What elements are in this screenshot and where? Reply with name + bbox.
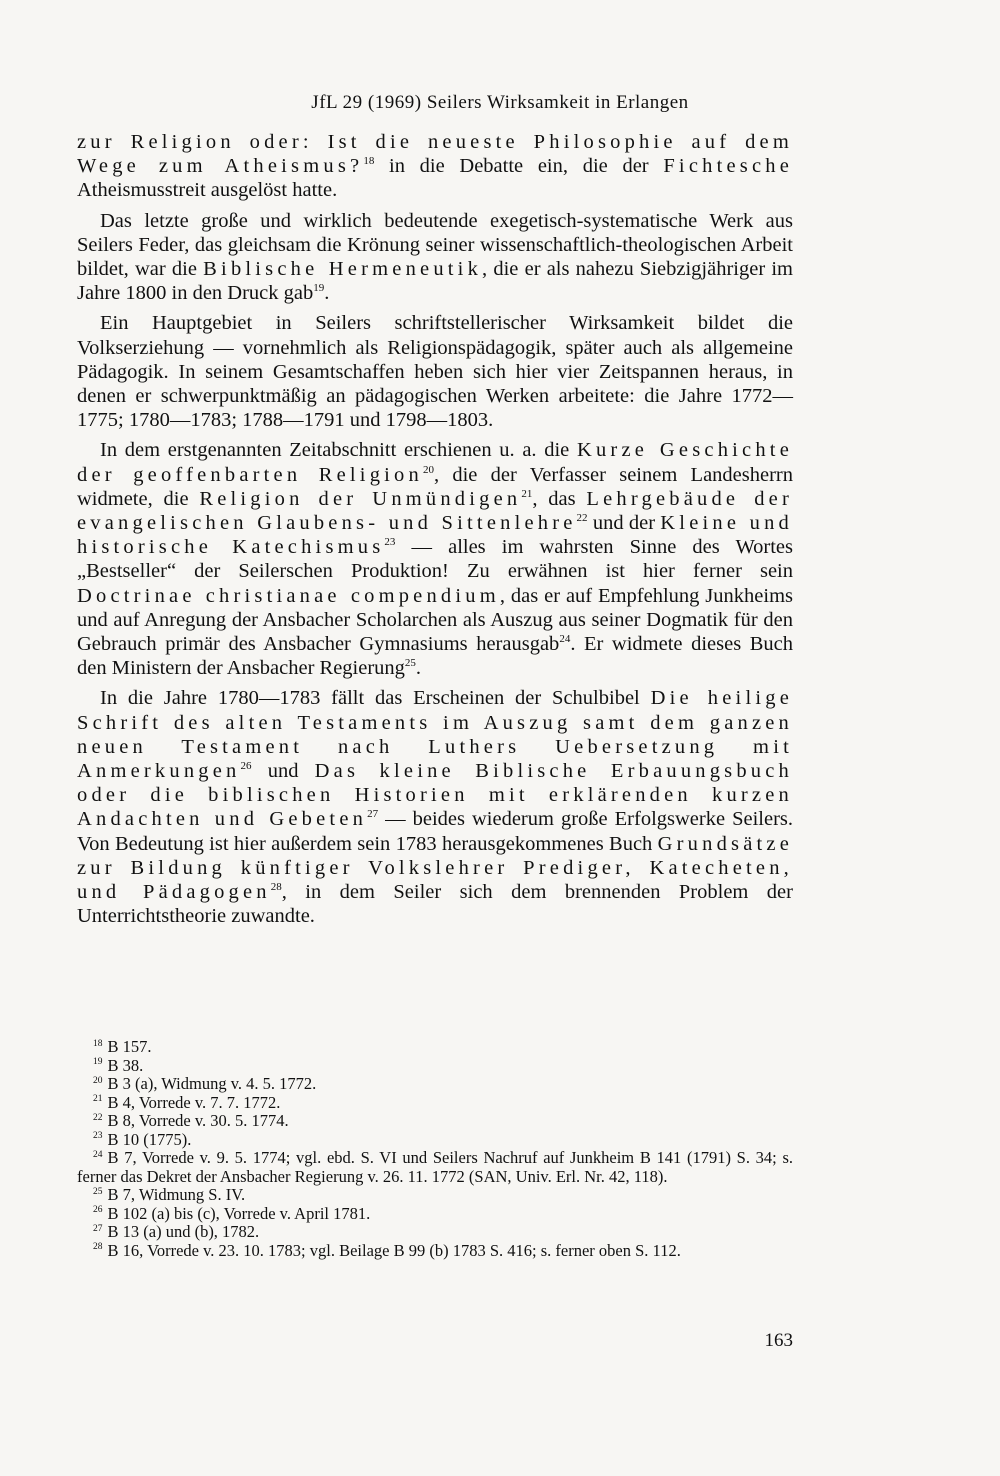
spaced-title: zur Religion oder: Ist die neueste Philosophie auf dem Wege zum Atheismus? bbox=[77, 131, 793, 178]
spaced-title: Doctrinae christianae compendium bbox=[77, 584, 500, 607]
text-run: In die Jahre 1780—1783 fällt das Erscheinen der Schulbibel bbox=[100, 687, 651, 710]
text-run: — alles im wahrsten Sinne des Wortes „Bestseller“ der Seilerschen Produktion! Zu erwähnen ist hier ferner sein bbox=[77, 536, 793, 583]
footnote bbox=[77, 1131, 793, 1150]
text-run: und bbox=[251, 760, 315, 783]
text-run: . bbox=[324, 282, 330, 305]
text-run: in die Debatte ein, die der bbox=[374, 155, 664, 178]
footnote-text: B 13 (a) und (b), 1782. bbox=[107, 1222, 260, 1241]
footnote-number: 18 bbox=[93, 1038, 103, 1049]
footnote-ref: 28 bbox=[270, 881, 282, 894]
running-header: JfL 29 (1969) Seilers Wirksamkeit in Erlangen bbox=[311, 92, 689, 113]
footnote-text: B 3 (a), Widmung v. 4. 5. 1772. bbox=[107, 1074, 317, 1093]
footnote bbox=[77, 1186, 793, 1205]
footnote-number: 25 bbox=[93, 1186, 103, 1197]
footnote-ref: 21 bbox=[521, 488, 533, 501]
spaced-title: Religion der Unmündigen bbox=[199, 487, 522, 510]
footnote bbox=[77, 1038, 793, 1057]
paragraph-3: Ein Hauptgebiet in Seilers schriftstellerischer Wirksamkeit bildet die Volkserziehung — vornehmlich als Religionspädagogik, später auch als allgemeine Pädagogik. In seinem Gesamtschaffen heben sich hier vier Zeitspannen heraus, in denen er schwerpunktmäßig an pädagogischen Werken arbeitete: die Jahre 1772—1775; 1780—1783; 1788—1791 und 1798—1803. bbox=[77, 312, 793, 432]
footnote bbox=[77, 1205, 793, 1224]
footnote-text: B 16, Vorrede v. 23. 10. 1783; vgl. Beilage B 99 (b) 1783 S. 416; s. ferner oben S. 112. bbox=[107, 1240, 681, 1260]
footnote-number: 20 bbox=[93, 1075, 103, 1086]
text-run: . Er widmete dieses Buch den Ministern der Ansbacher Regierung bbox=[77, 633, 794, 680]
text-run: , die der Verfasser seinem Landesherrn widmete, die bbox=[77, 463, 793, 510]
footnote-ref: 19 bbox=[313, 282, 325, 295]
footnote-text: B 102 (a) bis (c), Vorrede v. April 1781. bbox=[107, 1203, 371, 1223]
footnote bbox=[77, 1223, 793, 1242]
footnote-ref: 25 bbox=[404, 657, 416, 670]
text-run: Atheismusstreit ausgelöst hatte. bbox=[77, 179, 338, 202]
footnote-ref: 27 bbox=[367, 808, 379, 821]
footnote-text: B 4, Vorrede v. 7. 7. 1772. bbox=[107, 1092, 281, 1112]
spaced-title: Lehrgebäude der evangelischen Glaubens- und Sittenlehre bbox=[77, 487, 793, 535]
spaced-title: Grundsätze zur Bildung künftiger Volkslehrer Prediger, Katecheten, und Pädagogen bbox=[77, 832, 793, 904]
footnotes bbox=[77, 1038, 793, 1260]
spaced-name: Fichtesche bbox=[663, 155, 793, 178]
text-run: , in dem Seiler sich dem brennenden Problem der Unterrichtstheorie zuwandte. bbox=[77, 881, 793, 928]
paragraph-1 bbox=[77, 130, 793, 203]
footnote-number: 21 bbox=[93, 1094, 103, 1104]
footnote-ref: 18 bbox=[363, 155, 375, 168]
text-run: . bbox=[415, 657, 422, 680]
footnote-text: B 7, Widmung S. IV. bbox=[107, 1185, 246, 1204]
page-number: 163 bbox=[764, 1330, 793, 1351]
footnote-ref: 24 bbox=[559, 633, 571, 646]
footnote-ref: 26 bbox=[240, 760, 252, 773]
footnote bbox=[77, 1242, 793, 1261]
footnote-text: B 8, Vorrede v. 30. 5. 1774. bbox=[107, 1111, 289, 1130]
spaced-title: Biblische Hermeneutik bbox=[203, 258, 483, 281]
footnote bbox=[77, 1149, 793, 1186]
spaced-title: Die heilige Schrift des alten Testaments im Auszug samt dem ganzen neuen Testament nach Luthers Uebersetzung mit Anmerkungen bbox=[77, 687, 793, 783]
footnote-ref: 23 bbox=[384, 536, 396, 549]
footnote-text: B 7, Vorrede v. 9. 5. 1774; vgl. ebd. S. VI und Seilers Nachruf auf Junkheim B 141 (1791) S. 34; s. ferner das Dekret der Ansbacher Regierung v. 26. 11. 1772 (SAN, Univ. Erl. Nr. 42, 118). bbox=[77, 1148, 793, 1186]
footnote bbox=[77, 1057, 793, 1076]
footnote-text: B 10 (1775). bbox=[107, 1129, 192, 1149]
text-run: , die er als nahezu Siebzigjähriger im Jahre 1800 in den Druck gab bbox=[77, 258, 793, 305]
text-run: und der bbox=[587, 512, 661, 535]
footnote-text: B 157. bbox=[107, 1037, 152, 1056]
spaced-title: Kurze Geschichte der geoffenbarten Religion bbox=[77, 439, 793, 486]
spaced-title: Kleine und historische Katechismus bbox=[77, 512, 793, 559]
footnote-text: B 38. bbox=[107, 1055, 144, 1075]
footnote-number: 24 bbox=[93, 1149, 103, 1160]
spaced-title: Das kleine Biblische Erbauungsbuch oder die biblischen Historien mit erklärenden kurzen Andachten und Gebeten bbox=[77, 760, 794, 831]
footnote-number: 19 bbox=[93, 1057, 103, 1067]
footnote-ref: 22 bbox=[576, 512, 588, 525]
footnote-number: 27 bbox=[93, 1223, 103, 1234]
footnote bbox=[77, 1112, 793, 1131]
footnote-number: 23 bbox=[93, 1131, 103, 1141]
text-run: In dem erstgenannten Zeitabschnitt erschienen u. a. die bbox=[100, 439, 577, 462]
footnote-number: 26 bbox=[93, 1205, 103, 1215]
footnote bbox=[77, 1094, 793, 1113]
paragraph-5 bbox=[77, 686, 793, 928]
footnote bbox=[77, 1075, 793, 1094]
body-text bbox=[77, 130, 793, 935]
footnote-ref: 20 bbox=[422, 463, 434, 476]
footnote-number: 28 bbox=[93, 1242, 103, 1252]
text-run: , das bbox=[532, 487, 587, 510]
text-run: — beides wiederum große Erfolgswerke Seilers. Von Bedeutung ist hier außerdem sein 1783 herausgekommenes Buch bbox=[77, 808, 794, 855]
paragraph-4 bbox=[77, 438, 793, 680]
text-run: Das letzte große und wirklich bedeutende exegetisch-systematische Werk aus Seilers Feder, das gleichsam die Krönung seiner wissenschaftlich-theologischen Arbeit bildet, war die bbox=[77, 209, 793, 281]
footnote-number: 22 bbox=[93, 1112, 103, 1123]
text-run: , das er auf Empfehlung Junkheims und auf Anregung der Ansbacher Scholarchen als Auszug aus seiner Dogmatik für den Gebrauch primär des Ansbacher Gymnasiums herausgab bbox=[77, 584, 793, 656]
paragraph-2 bbox=[77, 209, 793, 306]
